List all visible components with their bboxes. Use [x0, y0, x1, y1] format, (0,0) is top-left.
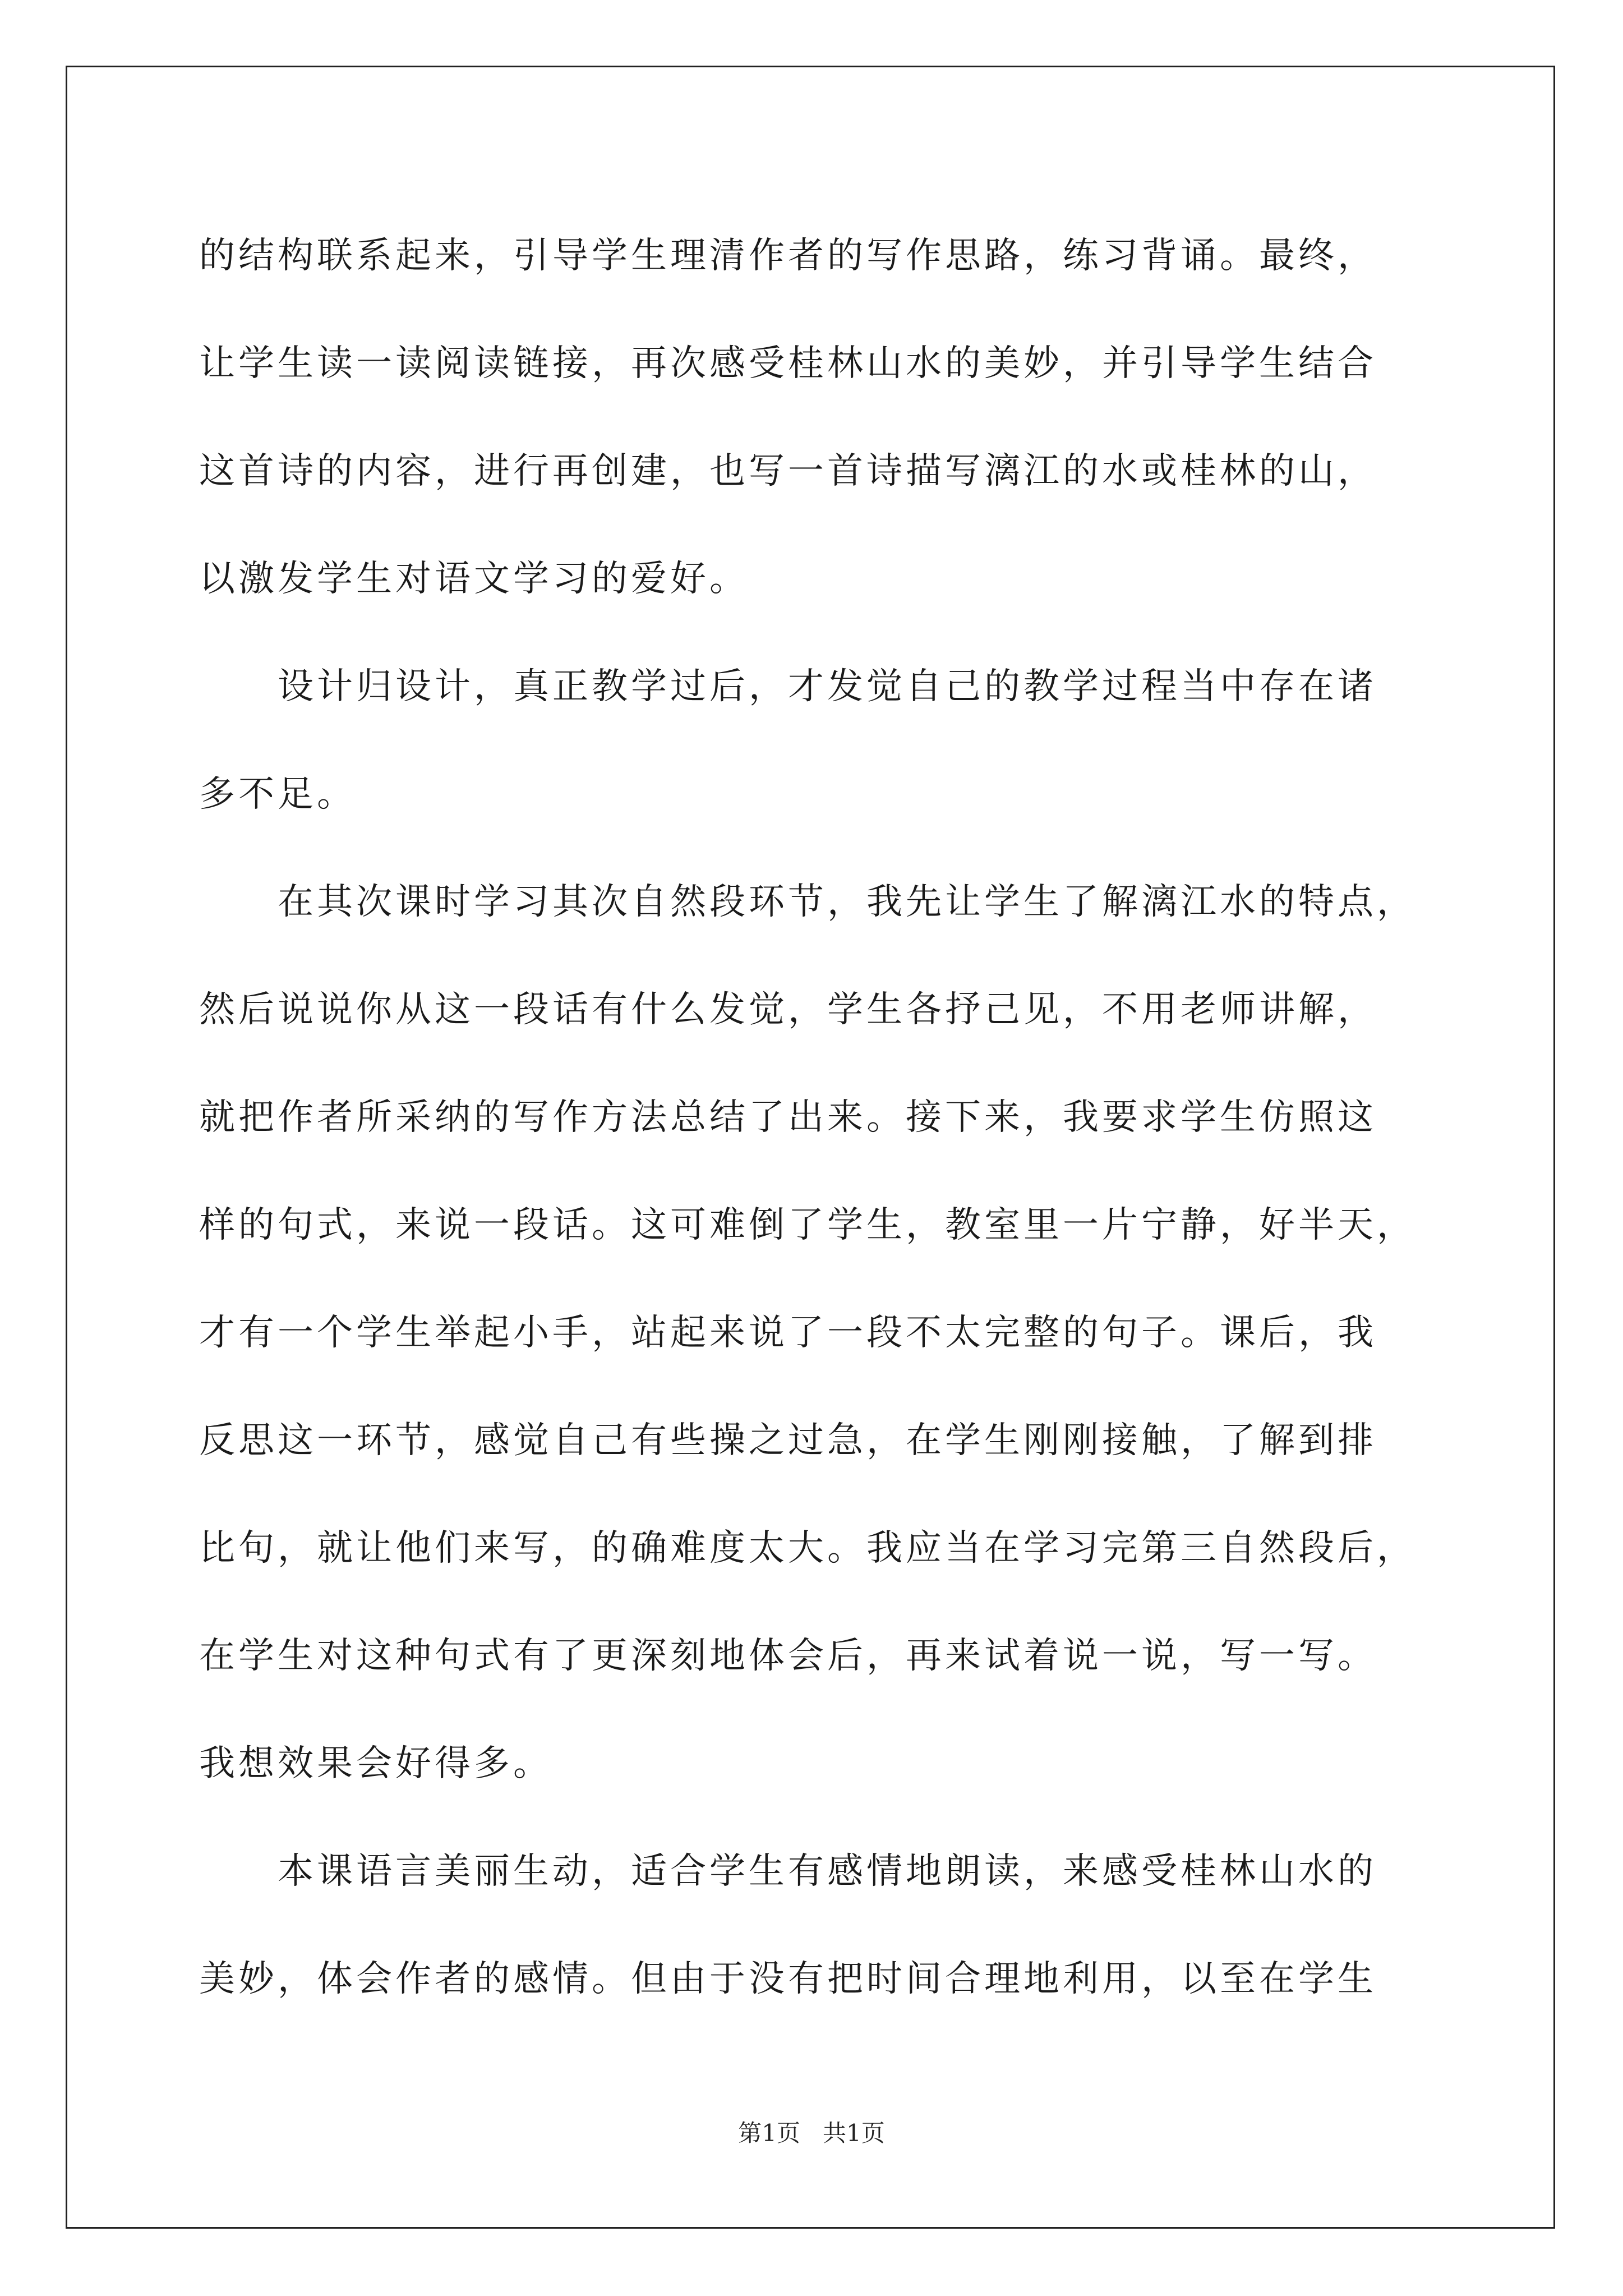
text-line: 以激发学生对语文学习的爱好。 [199, 558, 749, 600]
text-line: 这首诗的内容，进行再创建，也写一首诗描写漓江的水或桂林的山， [199, 450, 1377, 492]
text-line: 设计归设计，真正教学过后，才发觉自己的教学过程当中存在诸 [278, 666, 1377, 707]
page-total: 共1页 [823, 2119, 885, 2147]
text-line: 反思这一环节，感觉自己有些操之过急，在学生刚刚接触，了解到排 [199, 1420, 1377, 1461]
text-line: 就把作者所采纳的写作方法总结了出来。接下来，我要求学生仿照这 [199, 1097, 1377, 1138]
text-line: 本课语言美丽生动，适合学生有感情地朗读，来感受桂林山水的 [278, 1851, 1377, 1892]
text-line: 让学生读一读阅读链接，再次感受桂林山水的美妙，并引导学生结合 [199, 343, 1377, 384]
page-footer [0, 2115, 1623, 2148]
text-line: 样的句式，来说一段话。这可难倒了学生，教室里一片宁静，好半天， [199, 1204, 1416, 1246]
text-line: 在其次课时学习其次自然段环节，我先让学生了解漓江水的特点， [278, 881, 1416, 923]
text-line: 美妙，体会作者的感情。但由于没有把时间合理地利用，以至在学生 [199, 1958, 1377, 2000]
text-line: 比句，就让他们来写，的确难度太大。我应当在学习完第三自然段后， [199, 1527, 1416, 1569]
page-number: 第1页 [738, 2119, 800, 2147]
document-body [199, 202, 1433, 2033]
text-line: 在学生对这种句式有了更深刻地体会后，再来试着说一说，写一写。 [199, 1635, 1377, 1677]
text-line: 才有一个学生举起小手，站起来说了一段不太完整的句子。课后，我 [199, 1312, 1377, 1354]
text-line: 多不足。 [199, 774, 356, 815]
text-line: 然后说说你从这一段话有什么发觉，学生各抒己见，不用老师讲解， [199, 989, 1377, 1030]
text-line: 我想效果会好得多。 [199, 1743, 552, 1784]
text-line: 的结构联系起来，引导学生理清作者的写作思路，练习背诵。最终， [199, 235, 1377, 277]
